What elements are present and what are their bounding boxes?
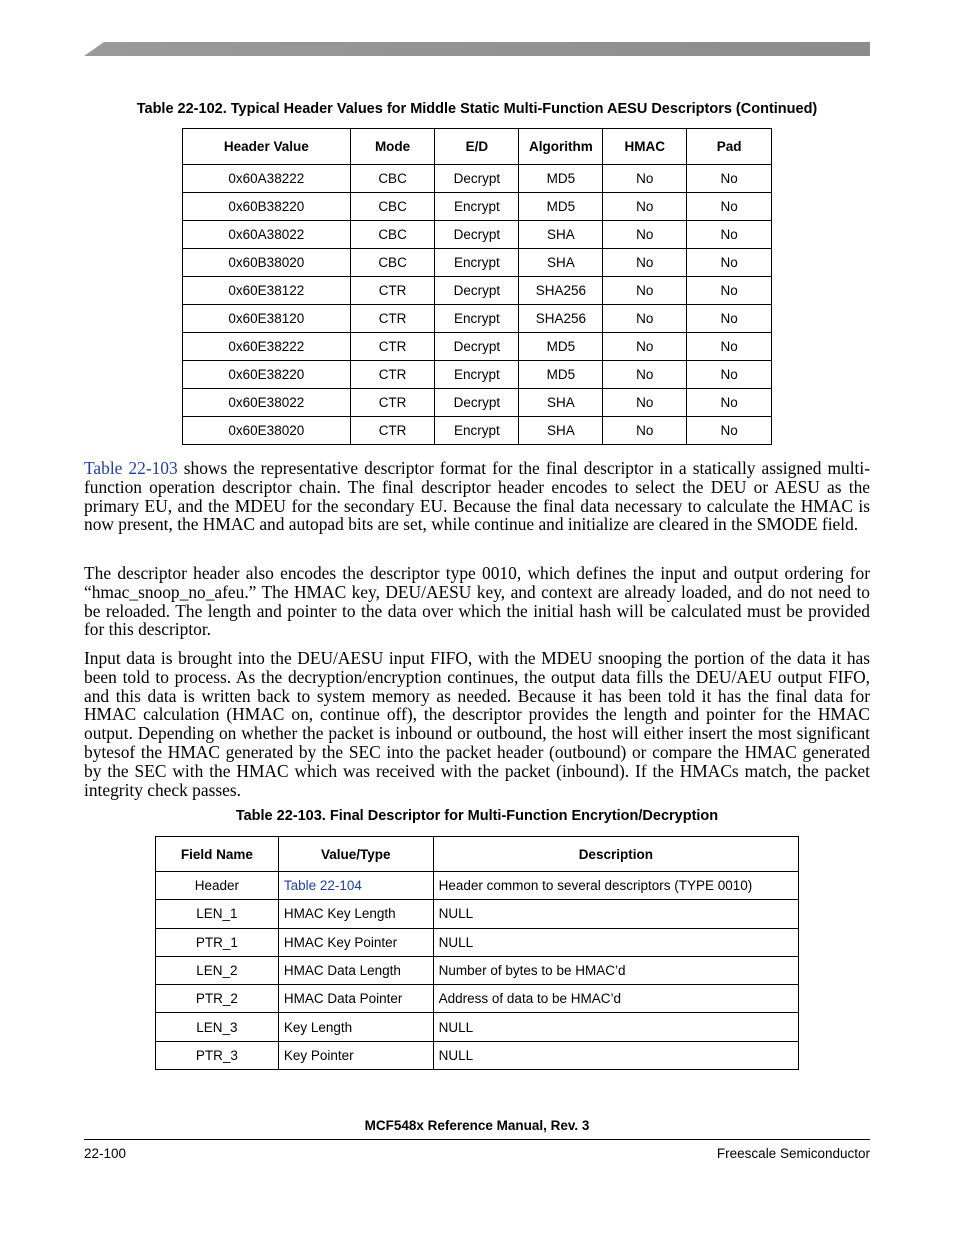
paragraph-descriptor-header: The descriptor header also encodes the descriptor type 0010, which defines the input and output ordering for “hmac_snoop_no_afeu.” The HMAC key, DEU/AESU key, and context are already loaded, and do not need to be reloaded. The length and pointer to the data over which the initial hash will be calculated must be provided for this descriptor. [84, 563, 870, 640]
table-cell: CTR [350, 361, 435, 389]
table-cell: SHA256 [519, 277, 603, 305]
table-cell: Encrypt [435, 417, 519, 445]
table-cell: Number of bytes to be HMAC’d [433, 956, 798, 984]
table-cell: Address of data to be HMAC’d [433, 985, 798, 1013]
table-cell: No [687, 361, 772, 389]
table-cell: No [603, 249, 687, 277]
table-cell: Key Pointer [278, 1041, 433, 1069]
table-cell: LEN_2 [156, 956, 279, 984]
table-cell: No [687, 165, 772, 193]
table-cell: No [687, 417, 772, 445]
table-row [183, 277, 772, 305]
table-row [183, 389, 772, 417]
table-cell: CTR [350, 333, 435, 361]
company-name: Freescale Semiconductor [716, 1146, 870, 1161]
table-cell: No [687, 221, 772, 249]
table-cell: No [687, 277, 772, 305]
table-cell: Decrypt [435, 389, 519, 417]
table-cell: No [687, 249, 772, 277]
table-cell: NULL [433, 900, 798, 928]
table-cell: Decrypt [435, 165, 519, 193]
table-cell: HMAC Key Pointer [278, 928, 433, 956]
table-row [183, 165, 772, 193]
table-cell: HMAC Data Pointer [278, 985, 433, 1013]
column-header-algorithm: Algorithm [519, 129, 603, 165]
column-header-ed: E/D [435, 129, 519, 165]
table-row [156, 985, 799, 1013]
table-cell: NULL [433, 1041, 798, 1069]
table-cell: PTR_3 [156, 1041, 279, 1069]
table-cell: NULL [433, 928, 798, 956]
table-cell: Encrypt [435, 361, 519, 389]
table-cell: CTR [350, 389, 435, 417]
table-cell: No [687, 193, 772, 221]
table-cell: 0x60E38220 [183, 361, 351, 389]
table-row [183, 417, 772, 445]
table-cell: No [603, 193, 687, 221]
table-cell: CBC [350, 165, 435, 193]
table-row [156, 900, 799, 928]
table-cell: CTR [350, 305, 435, 333]
table1-caption: Table 22-102. Typical Header Values for Middle Static Multi-Function AESU Descriptors (Continued) [136, 101, 818, 117]
table-cell: SHA256 [519, 305, 603, 333]
table-cell: PTR_1 [156, 928, 279, 956]
table-row [156, 928, 799, 956]
table-header-row [183, 129, 772, 165]
paragraph-final-descriptor [84, 459, 870, 534]
column-header-hmac: HMAC [603, 129, 687, 165]
table-row [156, 1013, 799, 1041]
column-header-value-type: Value/Type [278, 837, 433, 872]
table-cell: CBC [350, 193, 435, 221]
table-cell: 0x60E38120 [183, 305, 351, 333]
table-cell: Encrypt [435, 305, 519, 333]
final-descriptor-table [155, 836, 799, 1070]
table-cell: CTR [350, 277, 435, 305]
table-cell: 0x60B38020 [183, 249, 351, 277]
table-cell: 0x60E38122 [183, 277, 351, 305]
table-cell: HMAC Data Length [278, 956, 433, 984]
column-header-mode: Mode [350, 129, 435, 165]
table-row [183, 249, 772, 277]
table-cell: LEN_3 [156, 1013, 279, 1041]
table-cell: No [603, 165, 687, 193]
table-cell: No [603, 361, 687, 389]
table-row [183, 333, 772, 361]
table-row [183, 305, 772, 333]
table2-caption: Table 22-103. Final Descriptor for Multi-Function Encrytion/Decryption [235, 808, 719, 824]
table-cell: SHA [519, 417, 603, 445]
table-row [183, 221, 772, 249]
paragraph-text: shows the representative descriptor format for the final descriptor in a statically assigned multi-function operation descriptor chain. The final descriptor header encodes to select the DEU or AESU as the primary EU, and the MDEU for the secondary EU. Because the final data necessary to calculate the HMAC is now present, the HMAC and autopad bits are set, while continue and initialize are cleared in the SMODE field. [84, 458, 870, 535]
table-cell: Header common to several descriptors (TYPE 0010) [433, 872, 798, 900]
table-cell: Decrypt [435, 277, 519, 305]
table-cell: PTR_2 [156, 985, 279, 1013]
table-cell: NULL [433, 1013, 798, 1041]
table-cell: Encrypt [435, 193, 519, 221]
table-cell: 0x60E38222 [183, 333, 351, 361]
table-row [156, 956, 799, 984]
table-cell: Header [156, 872, 279, 900]
table-cell: No [603, 417, 687, 445]
table-cell: No [603, 333, 687, 361]
table-cell: MD5 [519, 193, 603, 221]
table-cell: SHA [519, 249, 603, 277]
table-cell: Decrypt [435, 333, 519, 361]
paragraph-input-data: Input data is brought into the DEU/AESU input FIFO, with the MDEU snooping the portion of the data it has been told to process. As the decryption/encryption continues, the output data fills the DEU/AEU output FIFO, and this data is written back to system memory as needed. Because it has been told it has the final data for HMAC calculation (HMAC on, continue off), the descriptor provides the length and pointer for the HMAC output. Depending on whether the packet is inbound or outbound, the host will either insert the most significant bytesof the HMAC generated by the SEC into the packet header (outbound) or compare the HMAC generated by the SEC with the HMAC which was received with the packet (inbound). If the HMACs match, the packet integrity check passes. [84, 648, 870, 800]
table-row [156, 872, 799, 900]
column-header-description: Description [433, 837, 798, 872]
footer-divider [84, 1139, 870, 1140]
table-cell: 0x60E38022 [183, 389, 351, 417]
table-cell: LEN_1 [156, 900, 279, 928]
table-cell: MD5 [519, 165, 603, 193]
table-cell: No [603, 277, 687, 305]
table-cell: No [603, 389, 687, 417]
table-cell: 0x60A38222 [183, 165, 351, 193]
table-cell: CBC [350, 249, 435, 277]
header-decoration-bar [84, 42, 870, 56]
table-22-103-link[interactable]: Table 22-103 [84, 458, 178, 478]
table-cell: 0x60A38022 [183, 221, 351, 249]
header-values-table [182, 128, 772, 445]
column-header-field-name: Field Name [156, 837, 279, 872]
table-cell: No [687, 389, 772, 417]
table-row [183, 193, 772, 221]
table-cell: No [687, 305, 772, 333]
table-cell: No [603, 221, 687, 249]
table-header-row [156, 837, 799, 872]
table-cell: 0x60E38020 [183, 417, 351, 445]
table-cell: MD5 [519, 333, 603, 361]
table-cell: HMAC Key Length [278, 900, 433, 928]
column-header-pad: Pad [687, 129, 772, 165]
page-number: 22-100 [84, 1146, 127, 1161]
column-header-header-value: Header Value [183, 129, 351, 165]
table-cell: Decrypt [435, 221, 519, 249]
table-cell: SHA [519, 389, 603, 417]
table-22-104-link[interactable]: Table 22-104 [283, 878, 362, 894]
table-cell: CBC [350, 221, 435, 249]
table-row [156, 1041, 799, 1069]
table-cell: No [687, 333, 772, 361]
table-cell: MD5 [519, 361, 603, 389]
table-cell [278, 872, 433, 900]
table-row [183, 361, 772, 389]
table-cell: No [603, 305, 687, 333]
table-cell: 0x60B38220 [183, 193, 351, 221]
footer-manual-title: MCF548x Reference Manual, Rev. 3 [364, 1118, 590, 1133]
table-cell: Encrypt [435, 249, 519, 277]
table-cell: SHA [519, 221, 603, 249]
table-cell: Key Length [278, 1013, 433, 1041]
table-cell: CTR [350, 417, 435, 445]
